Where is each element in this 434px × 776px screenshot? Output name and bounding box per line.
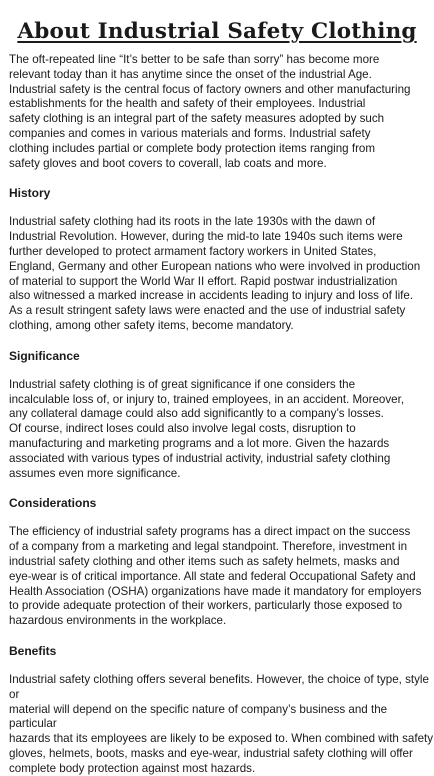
section-heading-history: History [9,186,51,201]
section-body-history: Industrial safety clothing had its roots in the late 1930s with the dawn of Industrial Revolution. However, during the mid-to late 1940s such items were further developed to protect armament factory workers in United States, England, Germany and other European nations who were involved in production of material to support the World War II effort. Rapid postwar industrialization also witnessed a marked increase in accidents leading to injury and loss of life. As a result stringent safety laws were enacted and the use of industrial safety clothing, among other safety items, become mandatory. [9,215,421,332]
article-body [9,53,434,776]
page-title-text: About Industrial Safety Clothing [17,19,417,44]
section-considerations [9,496,434,629]
section-history [9,186,434,333]
section-body-significance: Industrial safety clothing is of great significance if one considers the incalculable loss of, or injury to, trained employees, in an accident. Moreover, any collateral damage could also add significantly to a company’s losses. Of course, indirect loses could also involve legal costs, disruption to manufacturing and marketing programs and a lot more. Given the hazards associated with various types of industrial activity, industrial safety clothing assumes even more significance. [9,377,405,480]
section-heading-considerations: Considerations [9,496,97,511]
intro-paragraph: The oft-repeated line “It’s better to be safe than sorry” has become more relevant today than it has anytime since the onset of the industrial Age. Industrial safety is the central focus of factory owners and other manufacturing establishments for the health and safety of their employees. Industrial safety clothing is an integral part of the safety measures adopted by such companies and comes in various materials and forms. Industrial safety clothing includes partial or complete body protection items ranging from safety gloves and boot covers to coverall, lab coats and more. [9,53,411,170]
section-heading-significance: Significance [9,348,80,363]
section-significance [9,349,434,482]
section-benefits [9,644,434,776]
section-heading-benefits: Benefits [9,643,57,658]
section-body-considerations: The efficiency of industrial safety programs has a direct impact on the success of a company from a marketing and legal standpoint. Therefore, investment in industrial safety clothing and other items such as safety helmets, masks and eye-wear is of critical importance. All state and federal Occupational Safety and Health Association (OSHA) organizations have made it mandatory for employers to provide adequate protection of their workers, particularly those exposed to hazardous environments in the workplace. [9,525,422,628]
section-body-benefits: Industrial safety clothing offers several benefits. However, the choice of type, style or material will depend on the specific nature of company’s business and the particular hazards that its employees are likely to be exposed to. When combined with safety gloves, helmets, boots, masks and eye-wear, industrial safety clothing will offer complete body protection against most hazards. [9,672,434,775]
page-title [0,18,434,46]
